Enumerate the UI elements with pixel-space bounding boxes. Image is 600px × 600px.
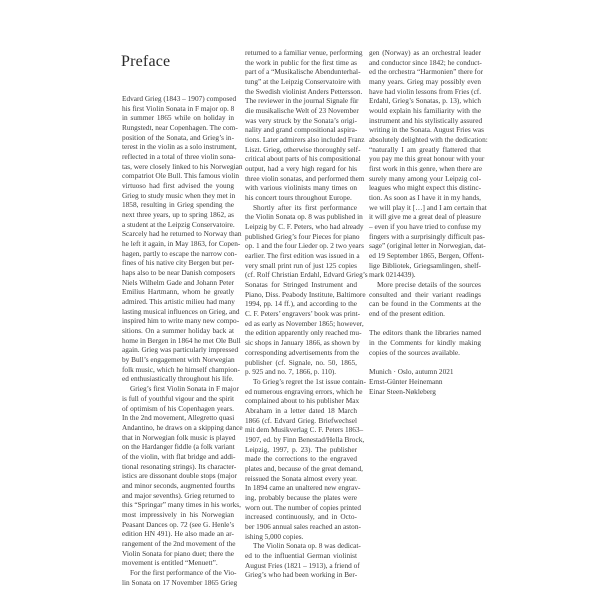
- text-line: hagen, partly to escape the narrow con-: [122, 248, 237, 258]
- text-line: [369, 319, 481, 329]
- text-line: 1994, pp. 14 ff.), and according to the: [245, 299, 357, 309]
- text-line: ber 1906 annual sales reached an aston-: [245, 521, 361, 531]
- text-line: of the violin, with flat bridge and addi-: [122, 451, 236, 461]
- text-line: the edition apparently only reached mu-: [245, 328, 362, 338]
- text-line: plates and, because of the great demand,: [245, 463, 363, 473]
- text-line: part of a “Musikalische Abendunterhal-: [245, 67, 361, 77]
- text-line: many years. Grieg may possibly even: [369, 77, 481, 87]
- text-line: Liszt. Grieg, otherwise thoroughly self-: [245, 144, 361, 154]
- text-line: of optimism of his Copenhagen years.: [122, 403, 234, 413]
- text-line: ed as early as November 1865; however,: [245, 318, 364, 328]
- text-line: on the Hardanger fiddle (a folk variant: [122, 442, 235, 452]
- text-line: reissued the Sonata almost every year.: [245, 473, 357, 483]
- text-line: August Fries (1821 – 1913), a friend of: [245, 560, 360, 570]
- text-line: Sonatas for Stringed Instrument and: [245, 280, 357, 290]
- text-line: ed numerous engraving errors, which he: [245, 386, 363, 396]
- text-line: instrument and his stylistically assured: [369, 115, 483, 125]
- text-line: Ernst-Günter Heinemann: [369, 376, 443, 386]
- text-line: next three years, up to spring 1862, as: [122, 210, 234, 220]
- text-line: and conductor since 1842; he conduct-: [369, 57, 482, 67]
- text-line: in summer 1865 while on holiday in: [122, 113, 234, 123]
- text-line: mit dem Musikverlag C. F. Peters 1863–: [245, 425, 364, 435]
- text-line: by Bull’s engagement with Norwegian: [122, 355, 235, 365]
- text-line: is full of youthful vigour and the spirit: [122, 393, 235, 403]
- text-line: mark 0214439).: [369, 270, 416, 280]
- text-line: Rungstedt, near Copenhagen. The com-: [122, 123, 238, 133]
- text-line: you pay me this great honour with your: [369, 154, 485, 164]
- text-line: this “Springar” many times in his works,: [122, 500, 241, 510]
- text-line: Andantino, he draws on a skipping dance: [122, 422, 243, 432]
- text-line: 1866 (cf. Edvard Grieg. Briefwechsel: [245, 415, 357, 425]
- text-line: most impressively in his Norwegian: [122, 509, 234, 519]
- text-line: ed to the influential German violinist: [245, 550, 357, 560]
- text-line: and major sevenths). Grieg returned to: [122, 490, 235, 500]
- text-line: reflected in a total of three violin sona-: [122, 152, 236, 162]
- text-line: tas, were closely linked to his Norwegian: [122, 161, 243, 171]
- text-line: Leipzig by C. F. Peters, who had already: [245, 222, 364, 232]
- text-line: would explain his familiarity with the: [369, 106, 481, 116]
- text-line: movement is entitled “Menuett”.: [122, 558, 218, 568]
- text-line: consulted and their variant readings: [369, 289, 481, 299]
- text-line: publisher (cf. Signale, no. 50, 1865,: [245, 357, 357, 367]
- text-line: in the Comments for kindly making: [369, 338, 481, 348]
- text-line: we will play it […] and I am certain that: [369, 202, 487, 212]
- text-line: end of the present edition.: [369, 309, 445, 319]
- text-line: earlier. The first edition was issued in a: [245, 251, 360, 261]
- text-line: home in Bergen in 1864 he met Ole Bull: [122, 335, 241, 345]
- text-line: Niels Wilhelm Gade and Johann Peter: [122, 277, 234, 287]
- text-line: the Violin Sonata op. 8 was published in: [245, 212, 363, 222]
- text-line: ishing 5,000 copies.: [245, 531, 304, 541]
- text-line: sage” (original letter in Norwegian, dat-: [369, 241, 486, 251]
- text-line: haps also to be near Danish composers: [122, 268, 236, 278]
- text-line: For the first performance of the Vio-: [130, 567, 237, 577]
- text-line: die musikalische Welt of 23 November: [245, 106, 359, 116]
- text-line: edition HN 491). He also made an ar-: [122, 529, 234, 539]
- text-line: ed 19 September 1865, Bergen, Offent-: [369, 251, 485, 261]
- text-line: In the 2nd movement, Allegretto quasi: [122, 413, 235, 423]
- text-line: writing in the Sonata. August Fries was: [369, 125, 484, 135]
- text-line: fines of his native city Bergen but per-: [122, 258, 235, 268]
- text-line: The editors thank the libraries named: [369, 328, 481, 338]
- text-line: admired. This artistic milieu had many: [122, 297, 235, 307]
- text-line: Abraham in a letter dated 18 March: [245, 405, 357, 415]
- text-line: he left it again, in May 1863, for Copen-: [122, 239, 241, 249]
- text-line: leagues who might expect this distinc-: [369, 183, 482, 193]
- text-line: terest in the violin as a solo instrument,: [122, 142, 237, 152]
- text-line: folk music, which he himself champion-: [122, 364, 240, 374]
- text-line: made the corrections to the engraved: [245, 454, 357, 464]
- text-line: his concert tours throughout Europe.: [245, 193, 352, 203]
- text-line: have had violin lessons from Fries (cf.: [369, 86, 482, 96]
- text-line: ed the orchestra “Harmonien” there for: [369, 67, 484, 77]
- text-line: nality and grand compositional aspira-: [245, 125, 358, 135]
- text-line: Shortly after its first performance: [253, 202, 357, 212]
- text-line: Erdahl, Grieg’s Sonatas, p. 13), which: [369, 96, 481, 106]
- text-line: it will give me a great deal of pleasure: [369, 212, 481, 222]
- text-line: returned to a familiar venue, performing: [245, 48, 363, 57]
- text-line: fingers with a surprisingly difficult pas-: [369, 231, 485, 241]
- text-line: (cf. Rolf Christian Erdahl, Edvard Grieg’s: [245, 270, 368, 280]
- text-line: can be found in the Comments at the: [369, 299, 481, 309]
- text-line: istics are dissonant double stops (major: [122, 471, 237, 481]
- text-line: “naturally I am greatly flattered that: [369, 144, 481, 154]
- text-line: with various violinists many times on: [245, 183, 357, 193]
- text-line: Edvard Grieg (1843 – 1907) composed: [122, 94, 237, 103]
- text-line: Einar Steen-Nøkleberg: [369, 386, 436, 396]
- text-line: – even if you have tried to confuse my: [369, 222, 482, 232]
- text-line: lasting musical influences on Grieg, and: [122, 306, 240, 316]
- text-line: tions. Later admirers also included Franz: [245, 135, 365, 145]
- page-title: Preface: [121, 53, 171, 70]
- text-line: Piano, Diss. Peabody Institute, Baltimore: [245, 289, 366, 299]
- text-column-2: [245, 48, 368, 580]
- text-line: Munich · Oslo, autumn 2021: [369, 367, 454, 377]
- text-line: his first Violin Sonata in F major op. 8: [122, 103, 235, 113]
- text-line: C. F. Peters’ engravers’ book was print-: [245, 309, 361, 319]
- text-line: The Violin Sonata op. 8 was dedicat-: [253, 541, 361, 551]
- text-line: lin Sonata on 17 November 1865 Grieg: [122, 577, 238, 587]
- text-line: Scarcely had he returned to Norway than: [122, 229, 242, 239]
- text-line: three violin sonatas, and performed them: [245, 173, 365, 183]
- text-line: increased continuously, and in Octo-: [245, 512, 357, 522]
- text-line: ed enthusiastically throughout his life.: [122, 374, 234, 384]
- text-line: sic shops in January 1866, as shown by: [245, 338, 360, 348]
- text-line: Leipzig, 1997, p. 23). The publisher: [245, 444, 357, 454]
- text-line: was very struck by the Sonata’s origi-: [245, 115, 357, 125]
- text-line: rangement of the 2nd movement of the: [122, 538, 236, 548]
- text-line: output, had a very high regard for his: [245, 164, 357, 174]
- text-line: More precise details of the sources: [377, 280, 481, 290]
- text-line: inspired him to write many new compo-: [122, 316, 240, 326]
- text-line: again. Grieg was particularly impressed: [122, 345, 239, 355]
- text-line: sitions. On a summer holiday back at: [122, 326, 234, 336]
- text-line: tional resonating strings). Its character-: [122, 461, 237, 471]
- text-line: 1858, resulting in Grieg spending the: [122, 200, 234, 210]
- text-line: p. 925 and no. 7, 1866, p. 110).: [245, 367, 337, 377]
- text-line: position of the Sonata, and Grieg’s in-: [122, 132, 234, 142]
- text-line: very small print run of just 125 copies: [245, 260, 357, 270]
- text-line: Peasant Dances op. 72 (see G. Henle’s: [122, 519, 235, 529]
- text-line: gen (Norway) as an orchestral leader: [369, 48, 481, 57]
- text-column-1: [122, 94, 243, 587]
- text-line: lige Bibliotek, Griegsamlingen, shelf-: [369, 260, 481, 270]
- text-line: worn out. The number of copies printed: [245, 502, 361, 512]
- text-line: corresponding advertisements from the: [245, 347, 360, 357]
- text-line: Emilius Hartmann, whom he greatly: [122, 287, 234, 297]
- text-line: virtuoso had first advised the young: [122, 181, 234, 191]
- text-line: the Swedish violinist Anders Pettersson.: [245, 86, 363, 96]
- text-line: published Grieg’s four Pieces for piano: [245, 231, 360, 241]
- text-line: absolutely delighted with the dedication:: [369, 135, 488, 145]
- text-line: tion. As soon as I have it in my hands,: [369, 193, 481, 203]
- text-line: the work in public for the first time as: [245, 57, 357, 67]
- text-line: that in Norwegian folk music is played: [122, 432, 236, 442]
- text-line: Grieg to study music when they met in: [122, 190, 236, 200]
- text-line: Grieg’s who had been working in Ber-: [245, 570, 358, 580]
- text-line: a student at the Leipzig Conservatoire.: [122, 219, 235, 229]
- text-line: first work in this genre, when there are: [369, 164, 483, 174]
- text-line: complained about to his publisher Max: [245, 396, 360, 406]
- text-line: and minor seconds, augmented fourths: [122, 480, 235, 490]
- text-line: In 1894 came an unaltered new engrav-: [245, 483, 361, 493]
- text-line: compatriot Ole Bull. This famous violin: [122, 171, 240, 181]
- text-line: surely many among your Leipzig col-: [369, 173, 481, 183]
- text-line: op. 1 and the four Lieder op. 2 two years: [245, 241, 364, 251]
- text-line: ing, probably because the plates were: [245, 492, 357, 502]
- text-column-3: [369, 48, 488, 396]
- text-line: To Grieg’s regret the 1st issue contain-: [253, 376, 366, 386]
- text-line: 1907, ed. by Finn Benestad/Hella Brock,: [245, 434, 365, 444]
- text-line: [369, 358, 481, 368]
- text-line: copies of the sources available.: [369, 347, 460, 357]
- text-line: Grieg’s first Violin Sonata in F major: [130, 384, 239, 394]
- text-line: The reviewer in the journal Signale für: [245, 96, 359, 106]
- text-line: Violin Sonata for piano duet; there the: [122, 548, 234, 558]
- text-line: tung” at the Leipzig Conservatoire with: [245, 77, 361, 87]
- text-line: critical about parts of his compositional: [245, 154, 361, 164]
